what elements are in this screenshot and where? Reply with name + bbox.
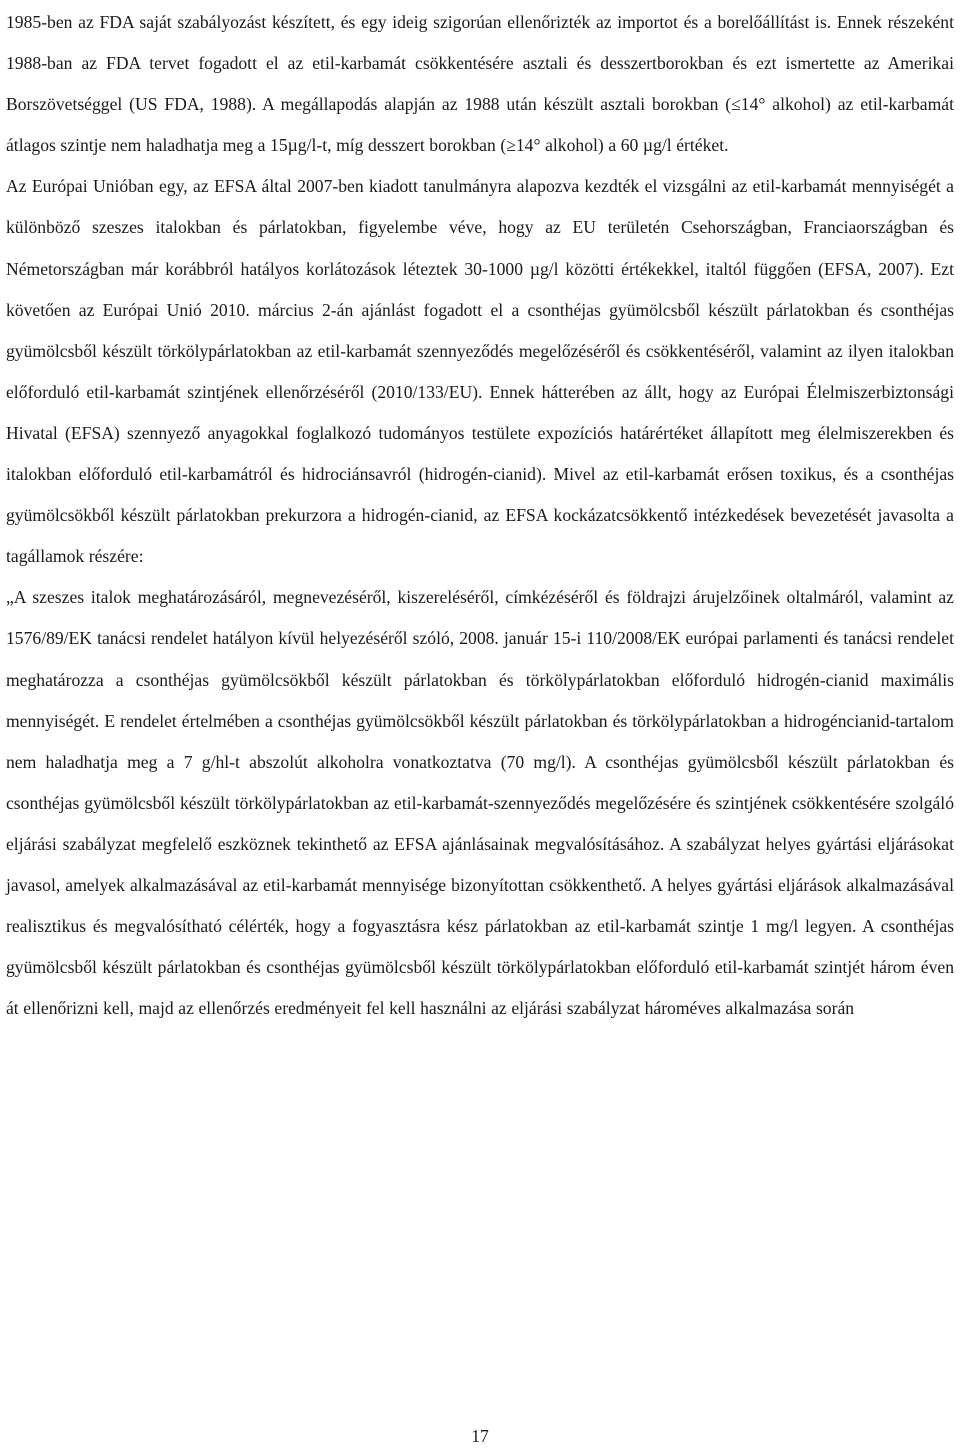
page-number: 17: [471, 1426, 489, 1446]
paragraph-us-fda-regulation: 1985-ben az FDA saját szabályozást készített, és egy ideig szigorúan ellenőrizték az importot és a borelőállítást is. Ennek részeként 1988-ban az FDA tervet fogadott el az etil-karbamát csökkentésére asztali és desszertborokban és ezt ismertette az Amerikai Borszövetséggel (US FDA, 1988). A megállapodás alapján az 1988 után készült asztali borokban (≤14° alkohol) az etil-karbamát átlagos szintje nem haladhatja meg a 15µg/l-t, míg desszert borokban (≥14° alkohol) a 60 µg/l értéket.: [6, 12, 954, 156]
document-page: [6, 2, 954, 1029]
paragraph-regulation-quote: „A szeszes italok meghatározásáról, megnevezéséről, kiszereléséről, címkézéséről és földrajzi árujelzőinek oltalmáról, valamint az 1576/89/EK tanácsi rendelet hatályon kívül helyezéséről szóló, 2008. január 15-i 110/2008/EK európai parlamenti és tanácsi rendelet meghatározza a csonthéjas gyümölcsökből készült párlatokban és törkölypárlatokban előforduló hidrogén-cianid maximális mennyiségét. E rendelet értelmében a csonthéjas gyümölcsökből készült párlatokban és törkölypárlatokban a hidrogéncianid-tartalom nem haladhatja meg a 7 g/hl-t abszolút alkoholra vonatkoztatva (70 mg/l). A csonthéjas gyümölcsből készült párlatokban és csonthéjas gyümölcsből készült törkölypárlatokban az etil-karbamát-szennyeződés megelőzésére és szintjének csökkentésére szolgáló eljárási szabályzat megfelelő eszköznek tekinthető az EFSA ajánlásainak megvalósításához. A szabályzat helyes gyártási eljárásokat javasol, amelyek alkalmazásával az etil-karbamát mennyisége bizonyítottan csökkenthető. A helyes gyártási eljárások alkalmazásával realisztikus és megvalósítható célérték, hogy a fogyasztásra kész párlatokban az etil-karbamát szintje 1 mg/l legyen. A csonthéjas gyümölcsből készült párlatokban és csonthéjas gyümölcsből készült törkölypárlatokban előforduló etil-karbamát szintjét három éven át ellenőrizni kell, majd az ellenőrzés eredményeit fel kell használni az eljárási szabályzat hároméves alkalmazása során: [6, 587, 954, 1019]
paragraph-eu-regulation: Az Európai Unióban egy, az EFSA által 2007-ben kiadott tanulmányra alapozva kezdték el vizsgálni az etil-karbamát mennyiségét a különböző szeszes italokban és párlatokban, figyelembe véve, hogy az EU területén Csehországban, Franciaországban és Németországban már korábbról hatályos korlátozások léteztek 30-1000 µg/l közötti értékekkel, italtól függően (EFSA, 2007). Ezt követően az Európai Unió 2010. március 2-án ajánlást fogadott el a csonthéjas gyümölcsből készült párlatokban és csonthéjas gyümölcsből készült törkölypárlatokban az etil-karbamát szennyeződés megelőzéséről és csökkentéséről, valamint az ilyen italokban előforduló etil-karbamát szintjének ellenőrzéséről (2010/133/EU). Ennek hátterében az állt, hogy az Európai Élelmiszerbiztonsági Hivatal (EFSA) szennyező anyagokkal foglalkozó tudományos testülete expozíciós határértéket állapított meg élelmiszerekben és italokban előforduló etil-karbamátról és hidrociánsavról (hidrogén-cianid). Mivel az etil-karbamát erősen toxikus, és a csonthéjas gyümölcsökből készült párlatokban prekurzora a hidrogén-cianid, az EFSA kockázatcsökkentő intézkedések bevezetését javasolta a tagállamok részére:: [6, 176, 954, 567]
